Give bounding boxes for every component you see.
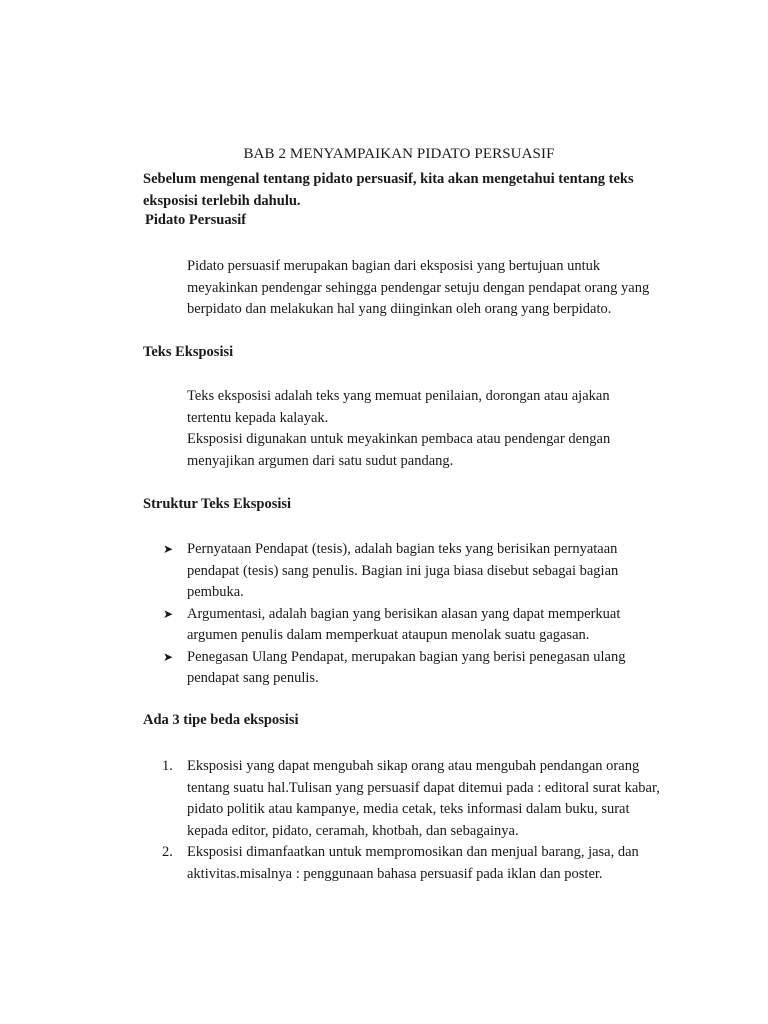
heading-pidato-persuasif: Pidato Persuasif <box>145 212 247 228</box>
tipe-list <box>160 756 670 885</box>
list-item-text: Eksposisi dimanfaatkan untuk mempromosikan dan menjual barang, jasa, dan aktivitas.misalnya : penggunaan bahasa persuasif pada iklan dan poster. <box>187 844 639 882</box>
intro-text: Sebelum mengenal tentang pidato persuasif, kita akan mengetahui tentang teks eksposisi terlebih dahulu. <box>143 171 634 209</box>
list-item <box>160 842 670 885</box>
page-title: BAB 2 MENYAMPAIKAN PIDATO PERSUASIF <box>243 146 555 162</box>
list-item <box>160 647 670 690</box>
list-item-text: Eksposisi yang dapat mengubah sikap orang atau mengubah pendangan orang tentang suatu hal.Tulisan yang persuasif dapat ditemui pada : editoral surat kabar, pidato politik atau kampanye, media cetak, teks informasi dalam buku, surat kepada editor, pidato, ceramah, khotbah, dan sebagainya. <box>187 758 660 839</box>
heading-tipe-eksposisi: Ada 3 tipe beda eksposisi <box>143 712 299 728</box>
arrow-bullet-icon: ➤ <box>163 542 174 556</box>
heading-teks-eksposisi: Teks Eksposisi <box>143 344 234 360</box>
list-number: 1. <box>162 758 173 774</box>
struktur-list <box>160 539 670 690</box>
list-item <box>160 604 670 647</box>
heading-struktur-teks: Struktur Teks Eksposisi <box>143 496 292 512</box>
arrow-bullet-icon: ➤ <box>163 606 174 621</box>
list-item-text: Pernyataan Pendapat (tesis), adalah bagian teks yang berisikan pernyataan pendapat (tesis) sang penulis. Bagian ini juga biasa disebut sebagai bagian pembuka. <box>187 541 619 600</box>
paragraph-pidato-persuasif: Pidato persuasif merupakan bagian dari eksposisi yang bertujuan untuk meyakinkan pendengar sehingga pendengar setuju dengan pendapat orang yang berpidato dan melakukan hal yang diinginkan oleh orang yang berpidato. <box>187 258 650 317</box>
list-item <box>160 539 670 604</box>
paragraph-teks-eksposisi-2: Eksposisi digunakan untuk meyakinkan pembaca atau pendengar dengan menyajikan argumen dari satu sudut pandang. <box>187 431 611 469</box>
paragraph-teks-eksposisi-1: Teks eksposisi adalah teks yang memuat penilaian, dorongan atau ajakan tertentu kepada kalayak. <box>187 388 610 426</box>
list-item-text: Argumentasi, adalah bagian yang berisikan alasan yang dapat memperkuat argumen penulis dalam memperkuat ataupun menolak suatu gagasan. <box>187 605 621 643</box>
list-item-text: Penegasan Ulang Pendapat, merupakan bagian yang berisi penegasan ulang pendapat sang penulis. <box>187 648 626 686</box>
list-item <box>160 756 670 842</box>
arrow-bullet-icon: ➤ <box>163 649 174 664</box>
list-number: 2. <box>162 844 173 860</box>
